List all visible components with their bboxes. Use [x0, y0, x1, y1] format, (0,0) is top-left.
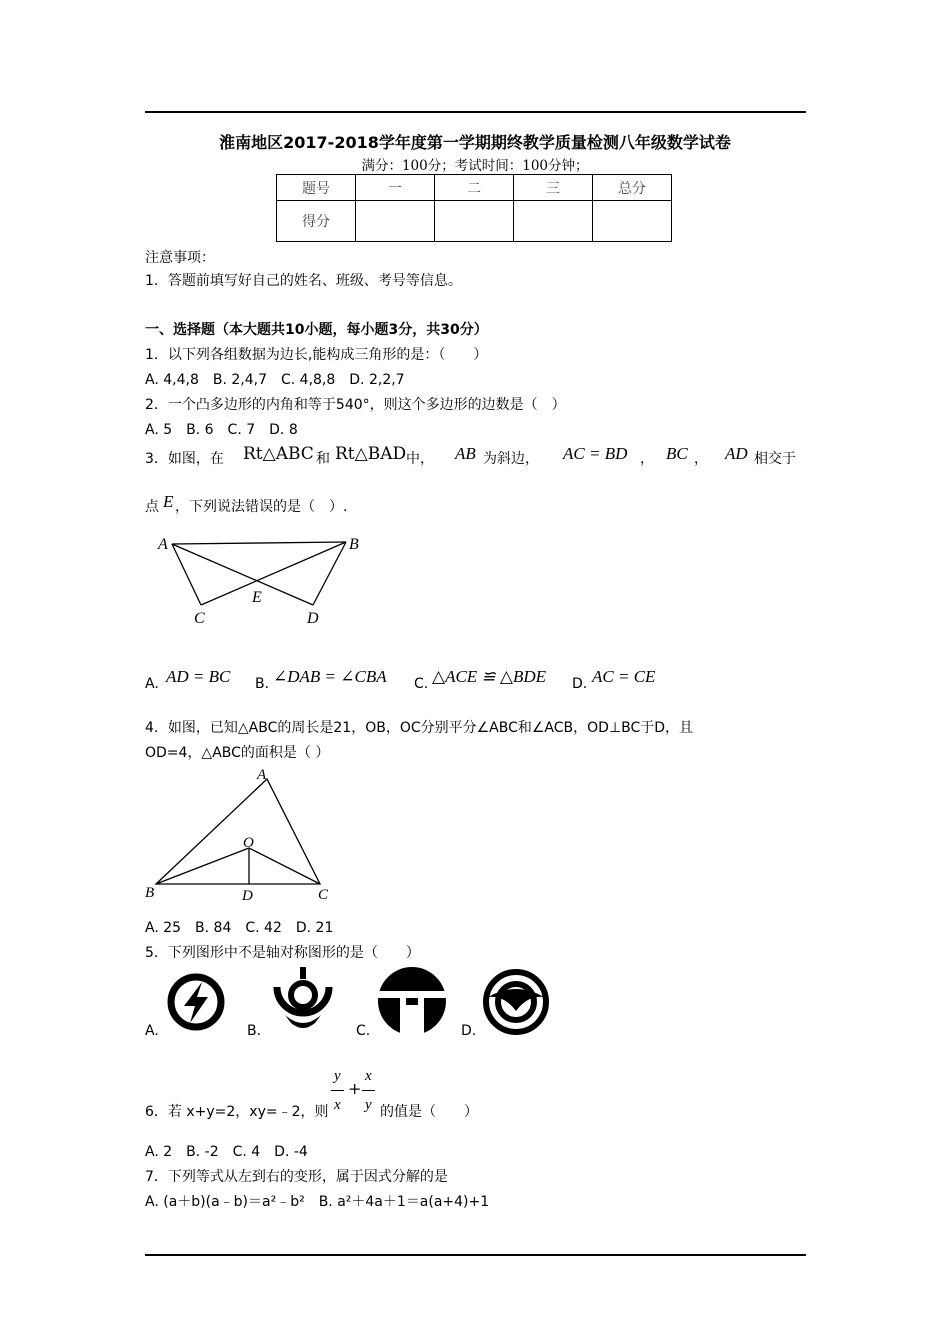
section-heading: 一、选择题（本大题共10小题，每小题3分，共30分） — [145, 322, 488, 338]
fraction-1-denominator: x — [334, 1097, 341, 1113]
question-3-bc: BC — [666, 444, 688, 463]
question-3-hyp: 为斜边， — [483, 451, 539, 467]
table-row-label: 得分 — [277, 201, 356, 242]
segment-oc — [249, 848, 320, 884]
page-title: 淮南地区2017-2018学年度第一学期期终教学质量检测八年级数学试卷 — [219, 133, 731, 152]
score-cell — [356, 201, 435, 242]
question-5: 5．下列图形中不是轴对称图形的是（ ） — [145, 945, 420, 961]
label-b: B — [145, 885, 155, 901]
segment-ac — [172, 544, 201, 605]
top-rule — [145, 111, 806, 113]
question-3-comma: ， — [640, 451, 654, 467]
fraction-1-numerator: y — [334, 1068, 341, 1084]
label-a: A — [257, 767, 267, 783]
fraction-2-bar — [362, 1090, 375, 1091]
option-d-expr: AC = CE — [592, 667, 656, 686]
table-header-cell: 总分 — [593, 175, 672, 201]
lightning-circle-icon — [160, 969, 232, 1035]
label-b: B — [349, 536, 359, 553]
option-c-label: C. — [414, 676, 429, 692]
option-d-label: D. — [461, 1023, 477, 1039]
table-row — [277, 175, 672, 201]
triangle-abc — [156, 779, 320, 884]
label-e: E — [252, 589, 262, 606]
label-a: A — [158, 536, 168, 553]
fraction-plus: + — [348, 1079, 362, 1098]
notes-heading: 注意事项： — [145, 250, 215, 266]
question-3-triangle-2: Rt△BAD — [335, 444, 407, 464]
label-o: O — [243, 835, 254, 851]
question-3-mid: 中， — [406, 451, 434, 467]
option-d-label: D. — [572, 676, 588, 692]
segment-bd — [313, 542, 346, 605]
fraction-2-numerator: x — [365, 1068, 372, 1084]
fraction-1-bar — [331, 1090, 344, 1091]
score-cell — [593, 201, 672, 242]
option-b-label: B. — [247, 1023, 262, 1039]
option-c-expr: △ACE ≌ △BDE — [432, 667, 547, 686]
question-2: 2．一个凸多边形的内角和等于540°，则这个多边形的边数是（ ） — [145, 397, 566, 413]
question-3-point: 点 — [145, 499, 159, 515]
option-b-label: B. — [255, 676, 270, 692]
question-3-prefix: 3．如图，在 — [145, 451, 224, 467]
question-2-options: A. 5 B. 6 C. 7 D. 8 — [145, 422, 298, 438]
question-3-point-e: E — [163, 492, 174, 511]
split-circle-icon — [376, 965, 448, 1037]
question-3-equation: AC = BD — [563, 444, 628, 463]
question-6-options: A. 2 B. -2 C. 4 D. -4 — [145, 1144, 308, 1160]
exam-subtitle: 满分：100分；考试时间：100分钟； — [361, 158, 589, 174]
question-1: 1．以下列各组数据为边长,能构成三角形的是：（ ） — [145, 347, 488, 363]
segment-bc — [201, 542, 346, 605]
table-header-cell: 二 — [435, 175, 514, 201]
question-6-prefix: 6．若 x+y=2，xy=﹣2，则 — [145, 1104, 329, 1120]
score-cell — [435, 201, 514, 242]
option-b-expr: ∠DAB = ∠CBA — [273, 667, 387, 686]
label-c: C — [194, 610, 205, 627]
question-3-ad: AD — [725, 444, 748, 463]
question-4-options: A. 25 B. 84 C. 42 D. 21 — [145, 920, 334, 936]
question-7: 7．下列等式从左到右的变形，属于因式分解的是 — [145, 1169, 448, 1185]
segment-ab — [172, 542, 346, 544]
notes-item: 1．答题前填写好自己的姓名、班级、考号等信息。 — [145, 273, 462, 289]
fraction-2-denominator: y — [365, 1097, 372, 1113]
option-a-expr: AD = BC — [166, 667, 231, 686]
question-6-suffix: 的值是（ ） — [380, 1104, 478, 1120]
bottom-rule — [145, 1254, 806, 1256]
option-a-label: A. — [145, 1023, 159, 1039]
option-a-label: A. — [145, 676, 159, 692]
segment-ad — [172, 544, 313, 605]
question-4-figure — [145, 765, 340, 905]
segment-ob — [156, 848, 249, 884]
label-d: D — [307, 610, 319, 627]
score-cell — [514, 201, 593, 242]
score-table — [276, 174, 672, 242]
question-3-and: 和 — [316, 451, 330, 467]
question-3-triangle-1: Rt△ABC — [243, 444, 314, 464]
table-header-cell: 一 — [356, 175, 435, 201]
table-header-cell: 三 — [514, 175, 593, 201]
question-3-ab: AB — [455, 444, 476, 463]
label-d: D — [242, 888, 253, 904]
question-1-options: A. 4,4,8 B. 2,4,7 C. 4,8,8 D. 2,2,7 — [145, 372, 405, 388]
question-4-line1: 4．如图，已知△ABC的周长是21，OB，OC分别平分∠ABC和∠ACB，OD⊥BC于D，且 — [145, 720, 694, 736]
question-3-intersect: 相交于 — [754, 451, 796, 467]
option-c-label: C. — [356, 1023, 371, 1039]
question-3-figure — [150, 530, 370, 630]
label-c: C — [318, 887, 329, 903]
steering-wheel-icon — [480, 967, 552, 1037]
question-7-options: A. (a＋b)(a﹣b)＝a²﹣b² B. a²＋4a＋1＝a(a+4)+1 — [145, 1194, 490, 1210]
table-row — [277, 201, 672, 242]
ring-cup-icon — [263, 965, 343, 1035]
table-header-cell: 题号 — [277, 175, 356, 201]
question-3-comma: ， — [694, 451, 708, 467]
question-4-line2: OD=4，△ABC的面积是（ ） — [145, 745, 330, 761]
question-3-line2: ，下列说法错误的是（ ）. — [175, 499, 348, 515]
